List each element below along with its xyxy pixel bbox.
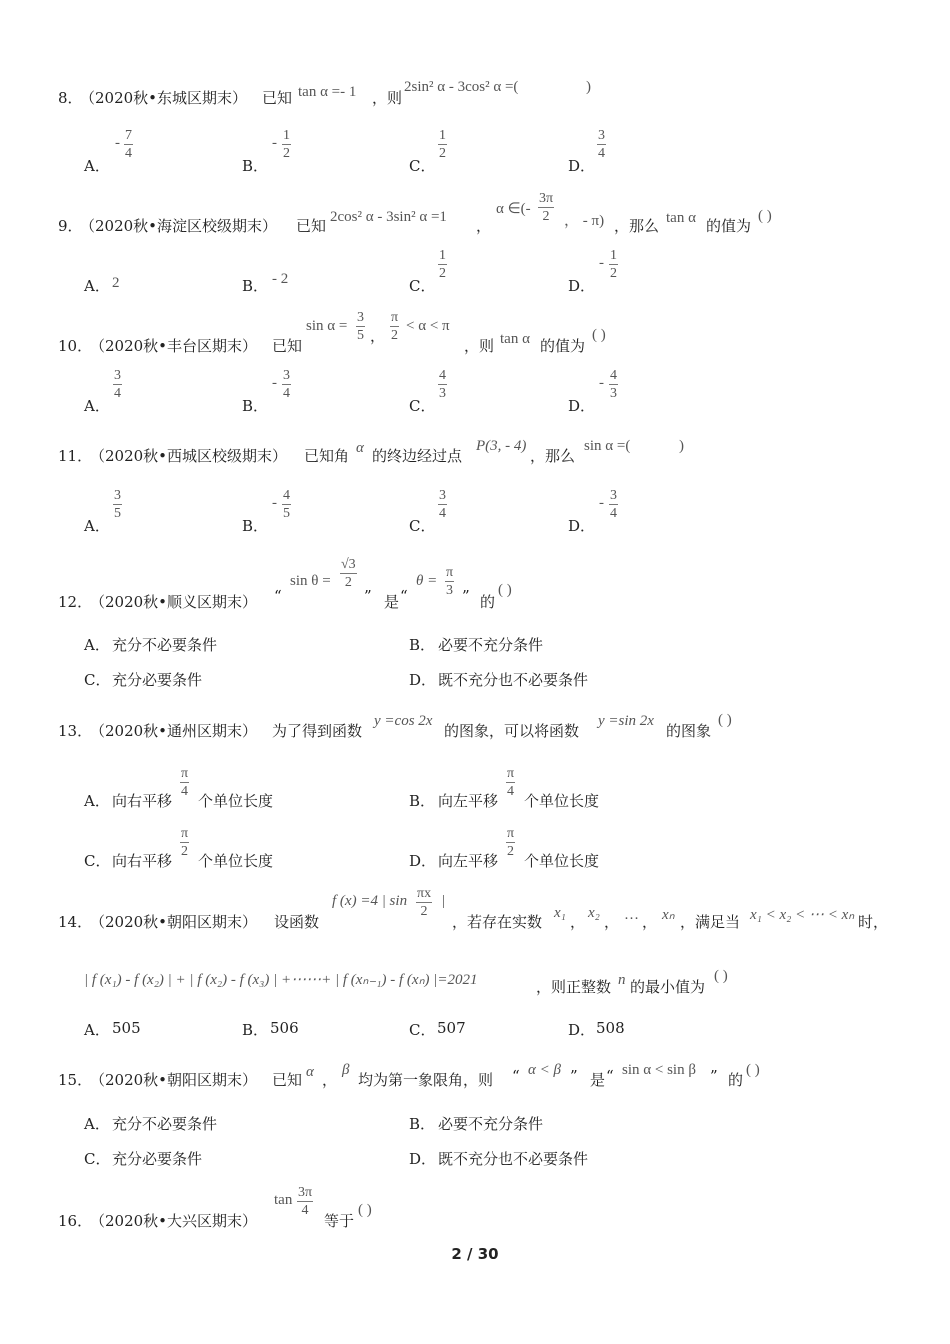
math-expr: 2cos² α - 3sin² α =1 [330, 209, 447, 225]
option-d-fraction: $\frac{4}{3}$ [610, 368, 617, 401]
math-var: β [342, 1062, 350, 1078]
math-fraction: $\frac{\pi}{3}$ [446, 565, 454, 598]
math-var: α [306, 1064, 314, 1080]
stem-text: ， [604, 913, 620, 931]
stem-text: 已知 [296, 217, 327, 235]
option-b-label: B． [242, 397, 269, 415]
option-a-fraction: $\frac{3}{5}$ [114, 488, 121, 521]
option-b-fraction: $\frac{\pi}{4}$ [507, 766, 515, 799]
stem-text: ， [570, 913, 586, 931]
option-c-value: 507 [437, 1019, 466, 1037]
question-number: 13． [58, 722, 93, 740]
question-number: 12． [58, 593, 93, 611]
math-expr: y =cos 2x [374, 713, 433, 729]
stem-text: ，若存在实数 [452, 913, 543, 931]
math-expr: tan α =- 1 [298, 84, 357, 100]
option-a-value: 2 [112, 275, 120, 291]
math-var: x₂ [588, 905, 600, 921]
option-a-sign: - [115, 135, 120, 151]
question-source: （2020秋•大兴区期末） [90, 1212, 258, 1230]
math-fraction: $\frac{3\pi}{4}$ [298, 1185, 313, 1218]
math-expr: 2sin² α - 3cos² α =( [404, 79, 519, 95]
option-d-label: D． [409, 852, 437, 870]
option-a-label: A． [84, 636, 110, 654]
stem-text: ，那么 [614, 217, 660, 235]
option-b-text: 向左平移 [438, 792, 499, 810]
option-b-label: B． [242, 157, 269, 175]
option-a-label: A． [84, 517, 110, 535]
stem-text: ， [642, 913, 658, 931]
option-c-text: 充分必要条件 [112, 1150, 203, 1168]
question-source: （2020秋•通州区期末） [90, 722, 258, 740]
option-c-label: C． [409, 1021, 436, 1039]
quote-close: ” [570, 1067, 578, 1085]
stem-text: ， [322, 1071, 338, 1089]
quote-close: ” [364, 587, 372, 605]
option-b-label: B． [409, 1115, 436, 1133]
stem-text: 的 [728, 1071, 744, 1089]
answer-paren-close: ) [586, 79, 591, 95]
math-fraction: $\frac{3\pi}{2}$ [539, 191, 554, 224]
option-d-label: D． [568, 397, 596, 415]
stem-text: 的最小值为 [630, 978, 706, 996]
question-source: （2020秋•朝阳区期末） [90, 913, 258, 931]
option-d-sign: - [599, 375, 604, 391]
math-expr: tan [274, 1192, 293, 1208]
stem-text: 是 [590, 1071, 606, 1089]
math-fraction: $\frac{√3}{2}$ [341, 557, 356, 590]
option-a-value: 505 [112, 1019, 141, 1037]
question-source: （2020秋•朝阳区期末） [90, 1071, 258, 1089]
math-expr: sin α = [306, 318, 348, 334]
math-var: x₁ [554, 905, 566, 921]
math-var: n [618, 972, 626, 988]
option-b-label: B． [409, 792, 436, 810]
option-b-value: - 2 [272, 271, 289, 287]
option-d-sign: - [599, 255, 604, 271]
option-c-fraction: $\frac{\pi}{2}$ [181, 826, 189, 859]
quote-open: “ [274, 587, 282, 605]
math-expr: y =sin 2x [598, 713, 654, 729]
stem-text: ，则 [464, 337, 495, 355]
option-c-label: C． [409, 157, 436, 175]
question-source: （2020秋•西城区校级期末） [90, 447, 288, 465]
stem-text: 已知 [272, 337, 303, 355]
option-d-label: D． [568, 1021, 596, 1039]
stem-text: 的终边经过点 [372, 447, 463, 465]
stem-text: 的图象，可以将函数 [444, 722, 580, 740]
stem-text: 的值为 [706, 217, 752, 235]
stem-text: 的图象 [666, 722, 712, 740]
stem-text: 均为第一象限角，则 [358, 1071, 494, 1089]
stem-text: 等于 [324, 1212, 355, 1230]
option-c-fraction: $\frac{3}{4}$ [439, 488, 446, 521]
math-expr: ， - π) [564, 213, 605, 229]
stem-text: 已知 [262, 89, 293, 107]
option-b-value: 506 [270, 1019, 299, 1037]
math-expr: P(3, - 4) [476, 438, 527, 454]
question-source: （2020秋•东城区期末） [80, 89, 248, 107]
option-d-value: 508 [596, 1019, 625, 1037]
math-var: … [624, 907, 639, 923]
option-b-text: 必要不充分条件 [438, 636, 544, 654]
quote-close: ” [710, 1067, 718, 1085]
math-var: xₙ [662, 907, 675, 923]
stem-text: ， [370, 327, 386, 345]
option-d-fraction: $\frac{1}{2}$ [610, 248, 617, 281]
stem-text: 已知 [272, 1071, 303, 1089]
question-source: （2020秋•顺义区期末） [90, 593, 258, 611]
option-a-fraction: $\frac{3}{4}$ [114, 368, 121, 401]
math-expr: | f (x₁) - f (x₂) | + | f (x₂) - f (x₃) | +⋯⋯+ | f (xₙ₋₁) - f (xₙ) |=2021 [84, 972, 478, 988]
math-expr: tan α [666, 210, 696, 226]
math-fraction: $\frac{\pi x}{2}$ [417, 886, 432, 919]
option-d-text: 既不充分也不必要条件 [438, 671, 589, 689]
answer-paren: ( ) [592, 327, 606, 343]
answer-paren: ( ) [358, 1202, 372, 1218]
stem-text: ，那么 [530, 447, 576, 465]
option-c-label: C． [84, 671, 111, 689]
option-b-sign: - [272, 135, 277, 151]
question-source: （2020秋•海淀区校级期末） [80, 217, 278, 235]
option-b-text: 必要不充分条件 [438, 1115, 544, 1133]
math-expr: f (x) =4 | sin [332, 893, 408, 909]
option-d-fraction: $\frac{3}{4}$ [598, 128, 605, 161]
question-number: 15． [58, 1071, 93, 1089]
option-d-label: D． [409, 671, 437, 689]
math-expr: θ = [416, 573, 438, 589]
math-expr: sin α =( [584, 438, 631, 454]
math-expr: α ∈(- [496, 201, 531, 217]
option-b-label: B． [409, 636, 436, 654]
math-fraction: $\frac{3}{5}$ [357, 310, 364, 343]
math-expr: | [442, 893, 446, 909]
option-b-fraction: $\frac{1}{2}$ [283, 128, 290, 161]
option-b-fraction: $\frac{4}{5}$ [283, 488, 290, 521]
question-number: 11． [58, 447, 93, 465]
option-a-label: A． [84, 1021, 110, 1039]
option-c-fraction: $\frac{4}{3}$ [439, 368, 446, 401]
option-b-label: B． [242, 1021, 269, 1039]
question-number: 14． [58, 913, 93, 931]
option-c-fraction: $\frac{1}{2}$ [439, 128, 446, 161]
answer-paren-close: ) [679, 438, 684, 454]
option-c-text: 充分必要条件 [112, 671, 203, 689]
math-expr: x₁ < x₂ < ⋯ < xₙ [750, 907, 855, 923]
quote-open: “ [400, 587, 408, 605]
stem-text: ，则 [372, 89, 403, 107]
page-number: 2 / 30 [451, 1245, 499, 1263]
option-d-text: 既不充分也不必要条件 [438, 1150, 589, 1168]
answer-paren: ( ) [746, 1062, 760, 1078]
answer-paren: ( ) [498, 582, 512, 598]
option-c-label: C． [409, 397, 436, 415]
option-d-label: D． [409, 1150, 437, 1168]
option-a-label: A． [84, 277, 110, 295]
answer-paren: ( ) [714, 968, 728, 984]
option-a-label: A． [84, 1115, 110, 1133]
option-d-fraction: $\frac{3}{4}$ [610, 488, 617, 521]
math-expr: α < β [528, 1062, 561, 1078]
option-c-text: 个单位长度 [198, 852, 274, 870]
option-d-label: D． [568, 277, 596, 295]
stem-text: 为了得到函数 [272, 722, 363, 740]
option-c-label: C． [84, 852, 111, 870]
math-expr: sin θ = [290, 573, 331, 589]
option-a-text: 向右平移 [112, 792, 173, 810]
option-d-label: D． [568, 157, 596, 175]
answer-paren: ( ) [718, 712, 732, 728]
option-b-sign: - [272, 495, 277, 511]
option-b-label: B． [242, 517, 269, 535]
question-source: （2020秋•丰台区期末） [90, 337, 258, 355]
math-expr: sin α < sin β [622, 1062, 696, 1078]
quote-close: ” [462, 587, 470, 605]
question-number: 10． [58, 337, 93, 355]
math-expr: α [356, 440, 364, 456]
answer-paren: ( ) [758, 208, 772, 224]
option-a-fraction: $\frac{\pi}{4}$ [181, 766, 189, 799]
option-b-sign: - [272, 375, 277, 391]
option-d-text: 向左平移 [438, 852, 499, 870]
option-c-label: C． [84, 1150, 111, 1168]
question-number: 8． [58, 89, 83, 107]
option-a-label: A． [84, 157, 110, 175]
stem-text: 设函数 [274, 913, 320, 931]
stem-text: 是 [384, 593, 400, 611]
stem-text: 已知角 [304, 447, 350, 465]
stem-text: ，满足当 [680, 913, 741, 931]
option-a-text: 充分不必要条件 [112, 1115, 218, 1133]
option-b-text: 个单位长度 [524, 792, 600, 810]
option-a-label: A． [84, 792, 110, 810]
stem-text: ，则正整数 [536, 978, 612, 996]
math-expr: tan α [500, 331, 530, 347]
option-a-text: 个单位长度 [198, 792, 274, 810]
option-c-label: C． [409, 277, 436, 295]
stem-text: 的 [480, 593, 496, 611]
option-d-label: D． [568, 517, 596, 535]
question-number: 9． [58, 217, 83, 235]
option-d-text: 个单位长度 [524, 852, 600, 870]
option-a-fraction: $\frac{7}{4}$ [125, 128, 132, 161]
option-a-label: A． [84, 397, 110, 415]
option-b-label: B． [242, 277, 269, 295]
quote-open: “ [606, 1067, 614, 1085]
option-d-sign: - [599, 495, 604, 511]
stem-text: 的值为 [540, 337, 586, 355]
stem-text: ， [476, 217, 492, 235]
stem-text: 时， [858, 913, 889, 931]
option-d-fraction: $\frac{\pi}{2}$ [507, 826, 515, 859]
math-fraction: $\frac{\pi}{2}$ [391, 310, 399, 343]
quote-open: “ [512, 1067, 520, 1085]
question-number: 16． [58, 1212, 93, 1230]
option-c-fraction: $\frac{1}{2}$ [439, 248, 446, 281]
math-expr: < α < π [406, 318, 450, 334]
option-c-label: C． [409, 517, 436, 535]
option-c-text: 向右平移 [112, 852, 173, 870]
option-a-text: 充分不必要条件 [112, 636, 218, 654]
option-b-fraction: $\frac{3}{4}$ [283, 368, 290, 401]
